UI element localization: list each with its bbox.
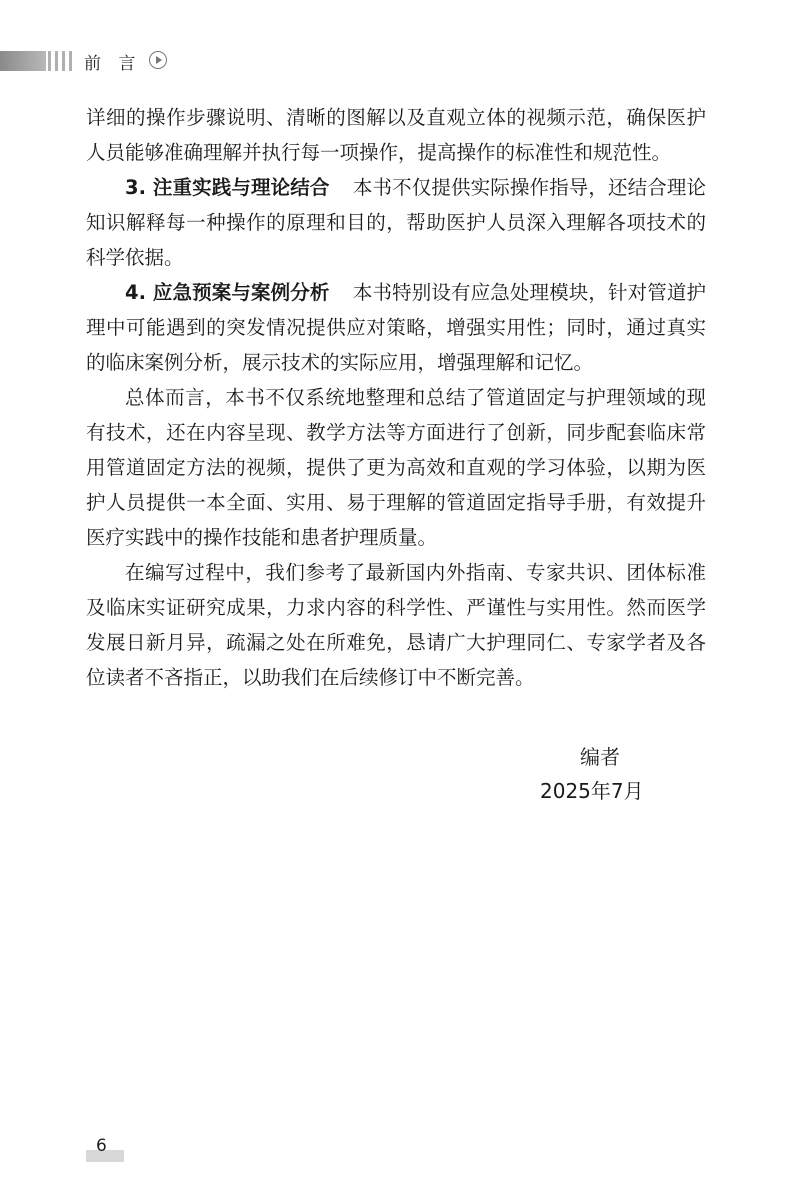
header-gray-band [0, 51, 46, 71]
item-3-text: 本书不仅提供实际操作指导，还结合理论知识解释每一种操作的原理和目的，帮助医护人员深入理解各项技术的科学依据。 [86, 176, 706, 269]
item-3-heading: 3. 注重实践与理论结合 [125, 176, 330, 199]
item-3 [86, 170, 706, 275]
signature-date: 2025年7月 [540, 779, 644, 803]
closing-paragraph: 在编写过程中，我们参考了最新国内外指南、专家共识、团体标准及临床实证研究成果，力求内容的科学性、严谨性与实用性。然而医学发展日新月异，疏漏之处在所难免，恳请广大护理同仁、专家学者及各位读者不吝指正，以助我们在后续修订中不断完善。 [86, 561, 706, 689]
page-number: 6 [96, 1136, 107, 1156]
intro-continuation: 详细的操作步骤说明、清晰的图解以及直观立体的视频示范，确保医护人员能够准确理解并执行每一项操作，提高操作的标准性和规范性。 [86, 106, 706, 164]
item-4 [86, 275, 706, 380]
summary-paragraph: 总体而言，本书不仅系统地整理和总结了管道固定与护理领域的现有技术，还在内容呈现、教学方法等方面进行了创新，同步配套临床常用管道固定方法的视频，提供了更为高效和直观的学习体验，以期为医护人员提供一本全面、实用、易于理解的管道固定指导手册，有效提升医疗实践中的操作技能和患者护理质量。 [86, 386, 706, 549]
signature-block [540, 740, 680, 808]
preface-body [86, 100, 706, 695]
item-4-heading: 4. 应急预案与案例分析 [125, 281, 330, 304]
play-circle-icon [149, 51, 167, 69]
item-4-text: 本书特别设有应急处理模块，针对管道护理中可能遇到的突发情况提供应对策略，增强实用性；同时，通过真实的临床案例分析，展示技术的实际应用，增强理解和记忆。 [86, 281, 706, 374]
signature-author: 编者 [580, 745, 620, 769]
section-title: 前 言 [84, 54, 142, 74]
